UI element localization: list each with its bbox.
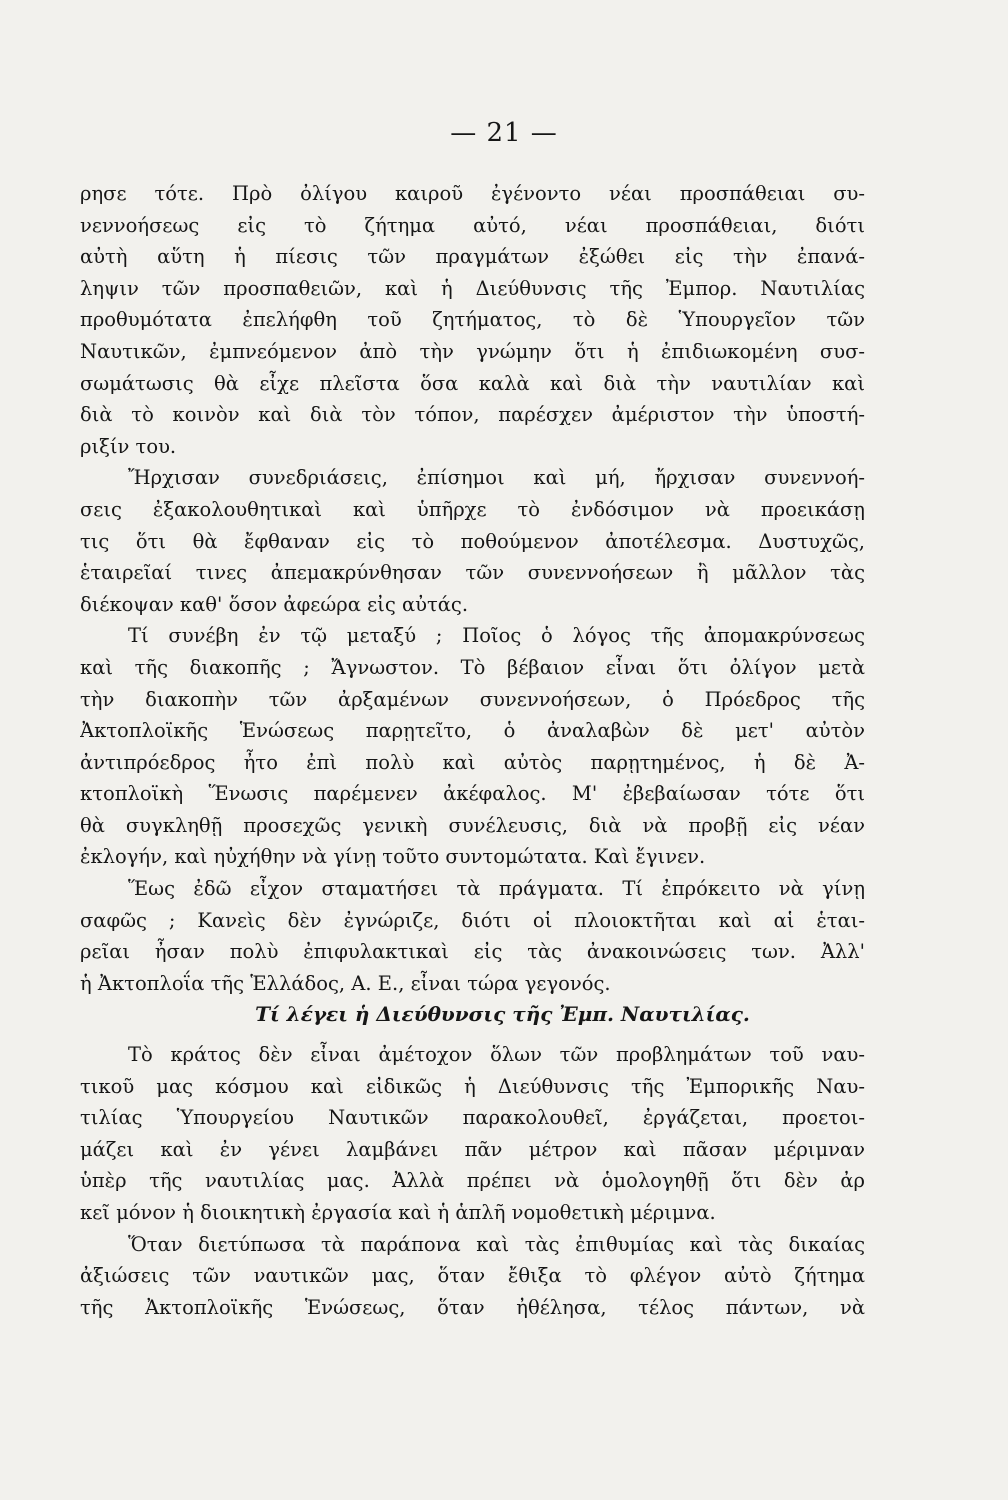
text-line: ἀξιώσεις τῶν ναυτικῶν μας, ὅταν ἔθιξα τὸ φλέγον αὐτὸ ζήτημα — [80, 1264, 865, 1288]
heading-spacer — [80, 1031, 865, 1039]
text-line: διέκοψαν καθ' ὅσον ἀφεώρα εἰς αὐτάς. — [80, 592, 469, 616]
text-line: κεῖ μόνον ἡ διοικητικὴ ἐργασία καὶ ἡ ἁπλῆ νομοθετικὴ μέριμνα. — [80, 1201, 716, 1224]
text-line: σωμάτωσις θὰ εἶχε πλεῖστα ὅσα καλὰ καὶ διὰ τὴν ναυτιλίαν καὶ — [80, 371, 865, 395]
text-line: τις ὅτι θὰ ἔφθαναν εἰς τὸ ποθούμενον ἀποτέλεσμα. Δυστυχῶς, — [80, 529, 865, 553]
text-line: ὑπὲρ τῆς ναυτιλίας μας. Ἀλλὰ πρέπει νὰ ὁμολογηθῇ ὅτι δὲν ἀρ — [80, 1169, 865, 1193]
body-text — [80, 178, 865, 1323]
text-line: τῆς Ἀκτοπλοϊκῆς Ἑνώσεως, ὅταν ἠθέλησα, τέλος πάντων, νὰ — [80, 1295, 865, 1319]
text-line: τὴν διακοπὴν τῶν ἀρξαμένων συνεννοήσεων, ὁ Πρόεδρος τῆς — [80, 687, 865, 711]
text-line: Ἀκτοπλοϊκῆς Ἑνώσεως παρῃτεῖτο, ὁ ἀναλαβὼν δὲ μετ' αὐτὸν — [80, 719, 865, 743]
text-line: ρησε τότε. Πρὸ ὀλίγου καιροῦ ἐγένοντο νέαι προσπάθειαι συ- — [80, 182, 865, 205]
section-heading: Τί λέγει ἡ Διεύθυνσις τῆς Ἐμπ. Ναυτιλίας. — [255, 1002, 750, 1027]
text-line: Ἤρχισαν συνεδριάσεις, ἐπίσημοι καὶ μή, ἤρχισαν συνεννοή- — [128, 466, 865, 490]
text-line: ἐκλογήν, καὶ ηὐχήθην νὰ γίνῃ τοῦτο συντομώτατα. Καὶ ἔγινεν. — [80, 845, 706, 869]
text-line: ρεῖαι ἦσαν πολὺ ἐπιφυλακτικαὶ εἰς τὰς ἀνακοινώσεις των. Ἀλλ' — [80, 940, 865, 964]
text-line: ριξίν του. — [80, 434, 177, 458]
text-line: σαφῶς ; Κανεὶς δὲν ἐγνώριζε, διότι οἱ πλοιοκτῆται καὶ αἱ ἑται- — [80, 908, 865, 932]
text-line: Ναυτικῶν, ἐμπνεόμενον ἀπὸ τὴν γνώμην ὅτι ἡ ἐπιδιωκομένη συσ- — [80, 339, 865, 363]
text-line: ληψιν τῶν προσπαθειῶν, καὶ ἡ Διεύθυνσις τῆς Ἐμπορ. Ναυτιλίας — [80, 276, 865, 300]
text-line: Ἕως ἐδῶ εἶχον σταματήσει τὰ πράγματα. Τί ἐπρόκειτο νὰ γίνῃ — [128, 877, 865, 901]
text-line: διὰ τὸ κοινὸν καὶ διὰ τὸν τόπον, παρέσχεν ἀμέριστον τὴν ὑποστή- — [80, 403, 865, 427]
text-line: κτοπλοϊκὴ Ἕνωσις παρέμενεν ἀκέφαλος. Μ' ἐβεβαίωσαν τότε ὅτι — [80, 782, 865, 806]
text-line: ἀντιπρόεδρος ἦτο ἐπὶ πολὺ καὶ αὐτὸς παρῃτημένος, ἡ δὲ Ἀ- — [80, 750, 865, 774]
text-line: προθυμότατα ἐπελήφθη τοῦ ζητήματος, τὸ δὲ Ὑπουργεῖον τῶν — [80, 308, 865, 332]
text-line: σεις ἐξακολουθητικαὶ καὶ ὑπῆρχε τὸ ἐνδόσιμον νὰ προεικάσῃ — [80, 497, 865, 521]
text-line: ἡ Ἀκτοπλοΐα τῆς Ἑλλάδος, Α. Ε., εἶναι τώρα γεγονός. — [80, 971, 611, 995]
text-line: αὐτὴ αὕτη ἡ πίεσις τῶν πραγμάτων ἐξώθει εἰς τὴν ἐπανά- — [80, 245, 865, 269]
text-line: τικοῦ μας κόσμου καὶ εἰδικῶς ἡ Διεύθυνσις τῆς Ἐμπορικῆς Ναυ- — [80, 1074, 865, 1098]
text-line: μάζει καὶ ἐν γένει λαμβάνει πᾶν μέτρον καὶ πᾶσαν μέριμναν — [80, 1137, 865, 1161]
text-line: νεννοήσεως εἰς τὸ ζήτημα αὐτό, νέαι προσπάθειαι, διότι — [80, 213, 865, 237]
text-line: τιλίας Ὑπουργείου Ναυτικῶν παρακολουθεῖ, ἐργάζεται, προετοι- — [80, 1106, 865, 1130]
text-line: ἑταιρεῖαί τινες ἀπεμακρύνθησαν τῶν συνεννοήσεων ἢ μᾶλλον τὰς — [80, 561, 865, 585]
page-number: — 21 — — [450, 118, 558, 148]
text-line: θὰ συγκληθῇ προσεχῶς γενικὴ συνέλευσις, διὰ νὰ προβῇ εἰς νέαν — [80, 813, 865, 837]
text-line: Τὸ κράτος δὲν εἶναι ἀμέτοχον ὅλων τῶν προβλημάτων τοῦ ναυ- — [128, 1043, 865, 1067]
text-line: καὶ τῆς διακοπῆς ; Ἄγνωστον. Τὸ βέβαιον εἶναι ὅτι ὀλίγον μετὰ — [80, 655, 865, 679]
text-line: Τί συνέβη ἐν τῷ μεταξύ ; Ποῖος ὁ λόγος τῆς ἀπομακρύνσεως — [128, 624, 865, 648]
text-line: Ὅταν διετύπωσα τὰ παράπονα καὶ τὰς ἐπιθυμίας καὶ τὰς δικαίας — [128, 1232, 865, 1256]
